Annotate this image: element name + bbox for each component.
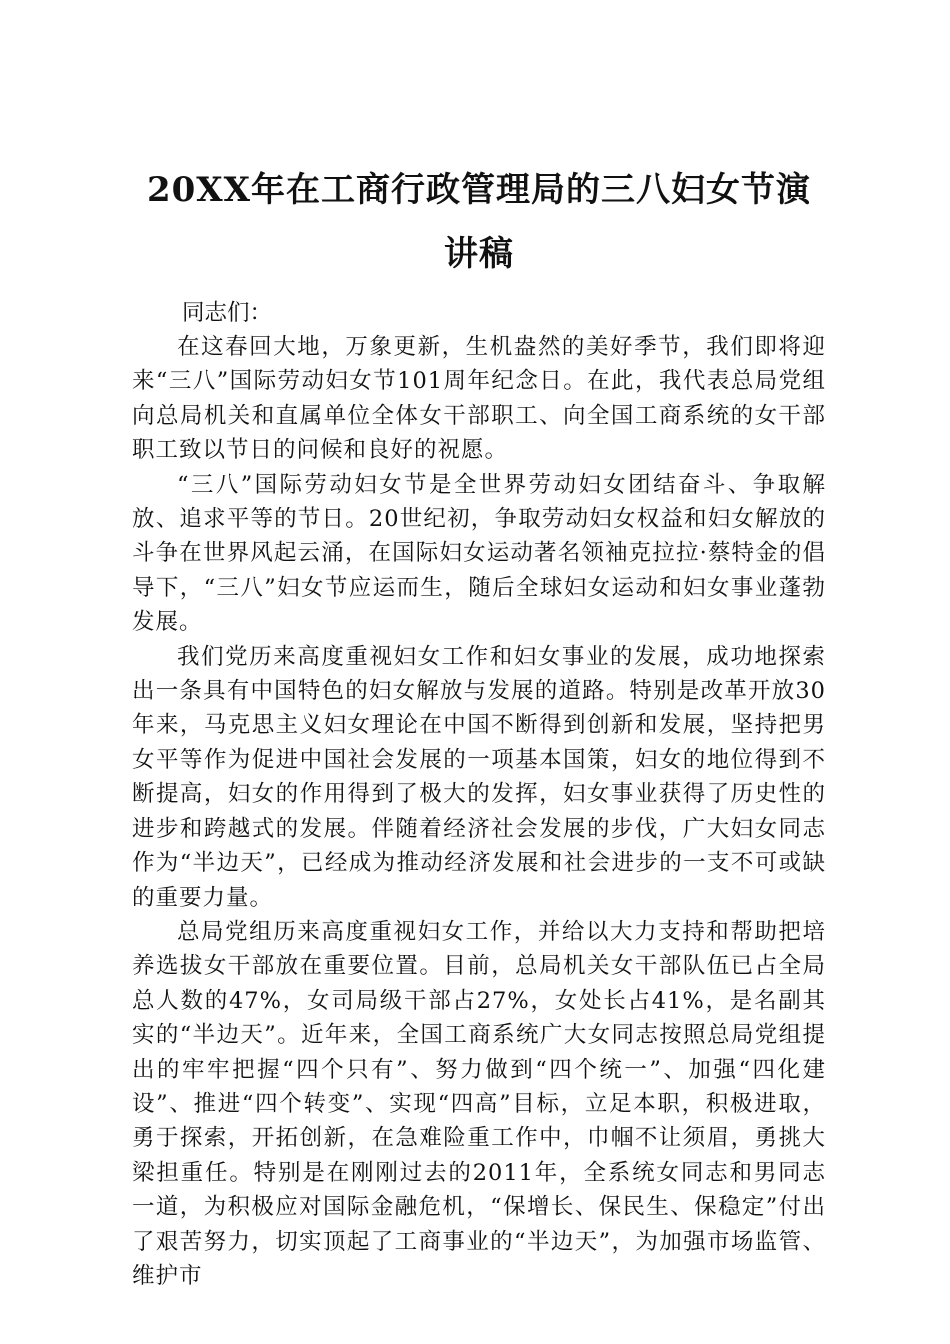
document-body <box>132 330 826 1293</box>
paragraph-2: “三八”国际劳动妇女节是全世界劳动妇女团结奋斗、争取解放、追求平等的节日。20世纪初，争取劳动妇女权益和妇女解放的斗争在世界风起云涌，在国际妇女运动著名领袖克拉拉·蔡特金的倡导下，“三八”妇女节应运而生，随后全球妇女运动和妇女事业蓬勃发展。 <box>132 471 826 636</box>
salutation: 同志们： <box>182 300 273 326</box>
paragraph-4: 总局党组历来高度重视妇女工作，并给以大力支持和帮助把培养选拔女干部放在重要位置。目前，总局机关女干部队伍已占全局总人数的47%，女司局级干部占27%，女处长占41%，是名副其实的“半边天”。近年来，全国工商系统广大女同志按照总局党组提出的牢牢把握“四个只有”、努力做到“四个统一”、加强“四化建设”、推进“四个转变”、实现“四高”目标，立足本职，积极进取，勇于探索，开拓创新，在急难险重工作中，巾帼不让须眉，勇挑大梁担重任。特别是在刚刚过去的2011年，全系统女同志和男同志一道，为积极应对国际金融危机，“保增长、保民生、保稳定”付出了艰苦努力，切实顶起了工商事业的“半边天”，为加强市场监管、维护市 <box>132 918 826 1289</box>
paragraph-1: 在这春回大地，万象更新，生机盎然的美好季节，我们即将迎来“三八”国际劳动妇女节101周年纪念日。在此，我代表总局党组向总局机关和直属单位全体女干部职工、向全国工商系统的女干部职工致以节日的问候和良好的祝愿。 <box>132 334 826 464</box>
paragraph-3: 我们党历来高度重视妇女工作和妇女事业的发展，成功地探索出一条具有中国特色的妇女解放与发展的道路。特别是改革开放30年来，马克思主义妇女理论在中国不断得到创新和发展，坚持把男女平等作为促进中国社会发展的一项基本国策，妇女的地位得到不断提高，妇女的作用得到了极大的发挥，妇女事业获得了历史性的进步和跨越式的发展。伴随着经济社会发展的步伐，广大妇女同志作为“半边天”，已经成为推动经济发展和社会进步的一支不可或缺的重要力量。 <box>132 643 826 911</box>
document-title: 20XX年在工商行政管理局的三八妇女节演讲稿 <box>146 170 812 274</box>
